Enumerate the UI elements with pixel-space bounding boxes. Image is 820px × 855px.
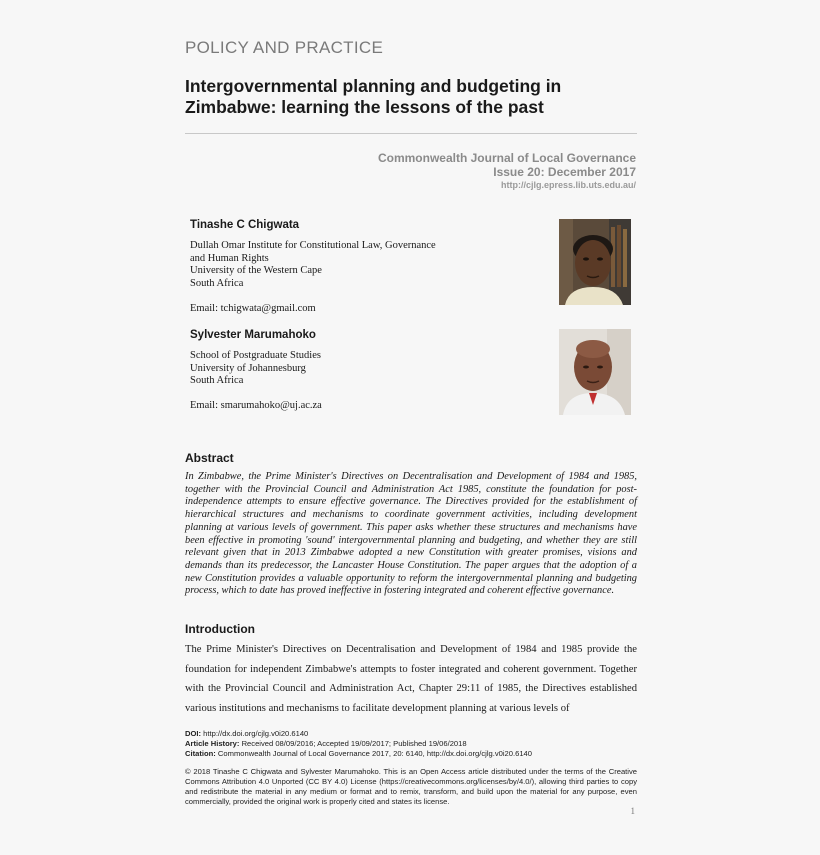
doi-line <box>185 729 645 739</box>
header-divider <box>185 133 637 134</box>
doi-label: DOI: <box>185 729 202 738</box>
affiliation-line: School of Postgraduate Studies <box>190 350 321 361</box>
author-2-photo <box>559 329 631 415</box>
author-2-email[interactable]: Email: smarumahoko@uj.ac.za <box>190 400 322 411</box>
author-1-portrait-image <box>559 219 631 305</box>
title-line-1: Intergovernmental planning and budgeting in <box>185 76 562 96</box>
journal-issue: Issue 20: December 2017 <box>493 165 636 179</box>
affiliation-line: University of the Western Cape <box>190 265 322 277</box>
affiliation-line: University of Johannesburg <box>190 362 306 374</box>
author-1-photo <box>559 219 631 305</box>
doi-link[interactable]: http://dx.doi.org/cjlg.v0i20.6140 <box>203 729 309 738</box>
author-2-name: Sylvester Marumahoko <box>190 329 316 341</box>
author-1-email[interactable]: Email: tchigwata@gmail.com <box>190 303 316 314</box>
author-2-portrait-image <box>559 329 631 415</box>
section-label: POLICY AND PRACTICE <box>185 38 384 57</box>
article-title <box>185 76 635 118</box>
citation-value: Commonwealth Journal of Local Governance 2017, 20: 6140, http://dx.doi.org/cjlg.v0i20.6140 <box>217 749 532 759</box>
affiliation-line: Dullah Omar Institute for Constitutional Law, Governance <box>190 240 436 251</box>
affiliation-line: South Africa <box>190 277 244 289</box>
abstract-text: In Zimbabwe, the Prime Minister's Directives on Decentralisation and Development of 1984 and 1985, together with the Provincial Council and Administration Act 1985, constitute the foundation for post-independence attempts to ensure effective governance. The Directives provided for the establishment of hierarchical structures and mechanisms to coordinate government activities, including development planning at various levels of government. This paper asks whether these structures and mechanisms have been effective in promoting 'sound' intergovernmental planning and budgeting, and whether they are still relevant given that in 2013 Zimbabwe adopted a new Constitution with greater promises, visions and demands than its predecessor, the Lancaster House Constitution. The paper argues that the adoption of a new Constitution provides a valuable opportunity to reform the intergovernmental planning and budgeting process, which to date has proved ineffective in fostering integrated and coherent effective governance. <box>185 471 637 597</box>
journal-name: Commonwealth Journal of Local Governance <box>377 151 636 165</box>
page-number: 1 <box>630 806 635 816</box>
journal-url[interactable]: http://cjlg.epress.lib.uts.edu.au/ <box>500 180 636 190</box>
history-line <box>185 739 645 749</box>
history-label: Article History: <box>185 739 240 749</box>
introduction-heading: Introduction <box>185 622 255 636</box>
citation-label: Citation: <box>185 749 216 759</box>
author-2-affiliation <box>190 350 321 388</box>
introduction-text: The Prime Minister's Directives on Decentralisation and Development of 1984 and 1985 provide the foundation for independent Zimbabwe's attempts to foster integrated and coherent government. Together with the Provincial Council and Administration Act, Chapter 29:11 of 1985, the Directives established various institutions and mechanisms to facilitate development planning at various levels of <box>185 644 637 714</box>
license-notice: © 2018 Tinashe C Chigwata and Sylvester Marumahoko. This is an Open Access article distributed under the terms of the Creative Commons Attribution 4.0 Unported (CC BY 4.0) License (https://creativecommons.org/licenses/by/4.0/), allowing third parties to copy and redistribute the material in any medium or format and to remix, transform, and build upon the material for any purpose, even commercially, provided the original work is properly cited and states its license. <box>185 767 637 806</box>
author-1-affiliation <box>190 240 436 290</box>
affiliation-line: and Human Rights <box>190 252 269 264</box>
citation-line <box>185 749 645 759</box>
journal-info <box>378 151 636 192</box>
author-1-name: Tinashe C Chigwata <box>190 219 300 231</box>
affiliation-line: South Africa <box>190 375 244 387</box>
article-metadata <box>185 729 645 760</box>
abstract-heading: Abstract <box>185 451 234 465</box>
title-line-2: Zimbabwe: learning the lessons of the past <box>185 97 544 117</box>
history-value: Received 08/09/2016; Accepted 19/09/2017; Published 19/06/2018 <box>241 739 467 749</box>
